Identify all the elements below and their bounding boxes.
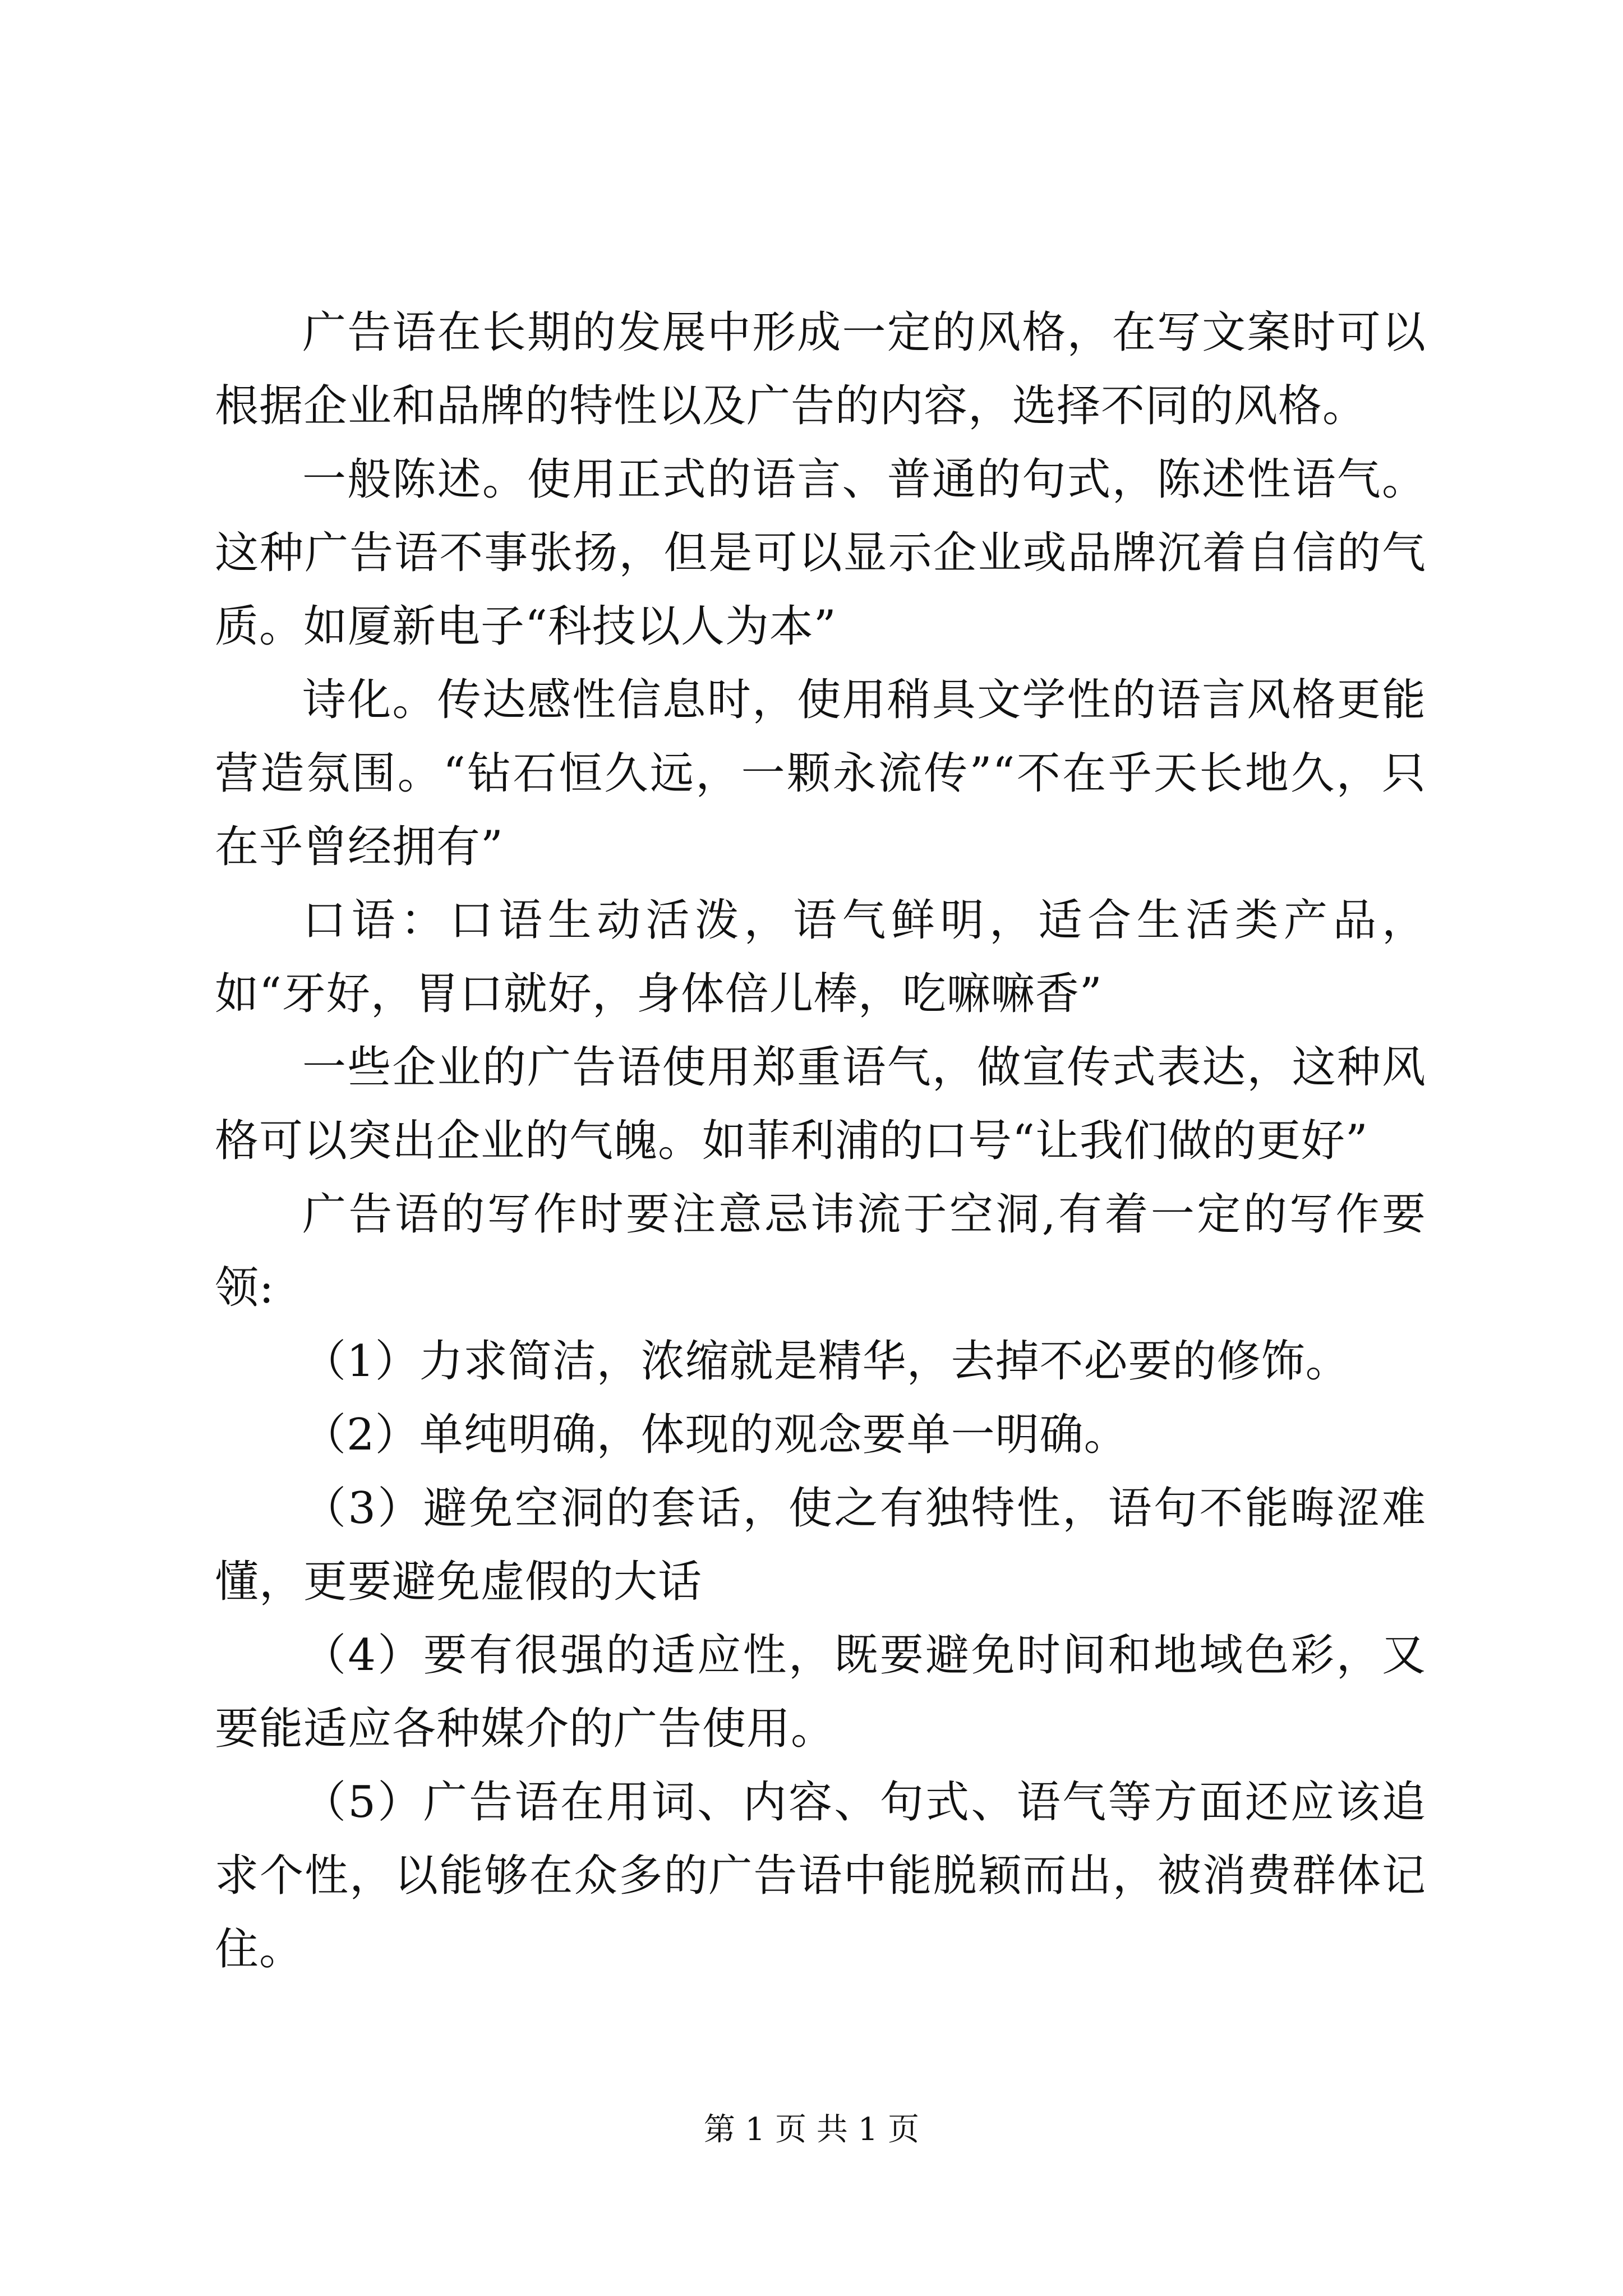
- paragraph-colloquial-style: 口语：口语生动活泼，语气鲜明，适合生活类产品，如“牙好，胃口就好，身体倍儿棒，吃嘛嘛香”: [215, 895, 1426, 1019]
- list-item-2-clear: （2）单纯明确，体现的观念要单一明确。: [302, 1410, 1128, 1460]
- document-body: [215, 296, 1426, 1986]
- paragraph-solemn-tone: 一些企业的广告语使用郑重语气，做宣传式表达，这种风格可以突出企业的气魄。如菲利浦的口号“让我们做的更好”: [215, 1042, 1426, 1166]
- page-number-label: 第 1 页 共 1 页: [703, 2111, 920, 2148]
- paragraph-general-statement: 一般陈述。使用正式的语言、普通的句式，陈述性语气。这种广告语不事张扬，但是可以显示企业或品牌沉着自信的气质。如厦新电子“科技以人为本”: [215, 454, 1426, 652]
- paragraph-writing-essentials: 广告语的写作时要注意忌讳流于空洞,有着一定的写作要领:: [215, 1189, 1426, 1313]
- page-footer: [0, 2110, 1623, 2150]
- list-item-1-concise: （1）力求简洁，浓缩就是精华，去掉不必要的修饰。: [302, 1336, 1350, 1387]
- paragraph-poetic-style: 诗化。传达感性信息时，使用稍具文学性的语言风格更能营造氛围。“钻石恒久远，一颗永流传”“不在乎天长地久，只在乎曾经拥有”: [215, 675, 1426, 872]
- list-item-5-individuality: （5）广告语在用词、内容、句式、语气等方面还应该追求个性，以能够在众多的广告语中能脱颖而出，被消费群体记住。: [215, 1777, 1426, 1975]
- paragraph-ad-style-intro: 广告语在长期的发展中形成一定的风格，在写文案时可以根据企业和品牌的特性以及广告的内容，选择不同的风格。: [215, 307, 1426, 431]
- list-item-4-adaptability: （4）要有很强的适应性，既要避免时间和地域色彩，又要能适应各种媒介的广告使用。: [215, 1630, 1426, 1754]
- list-item-3-avoid-cliche: （3）避免空洞的套话，使之有独特性，语句不能晦涩难懂，更要避免虚假的大话: [215, 1483, 1426, 1607]
